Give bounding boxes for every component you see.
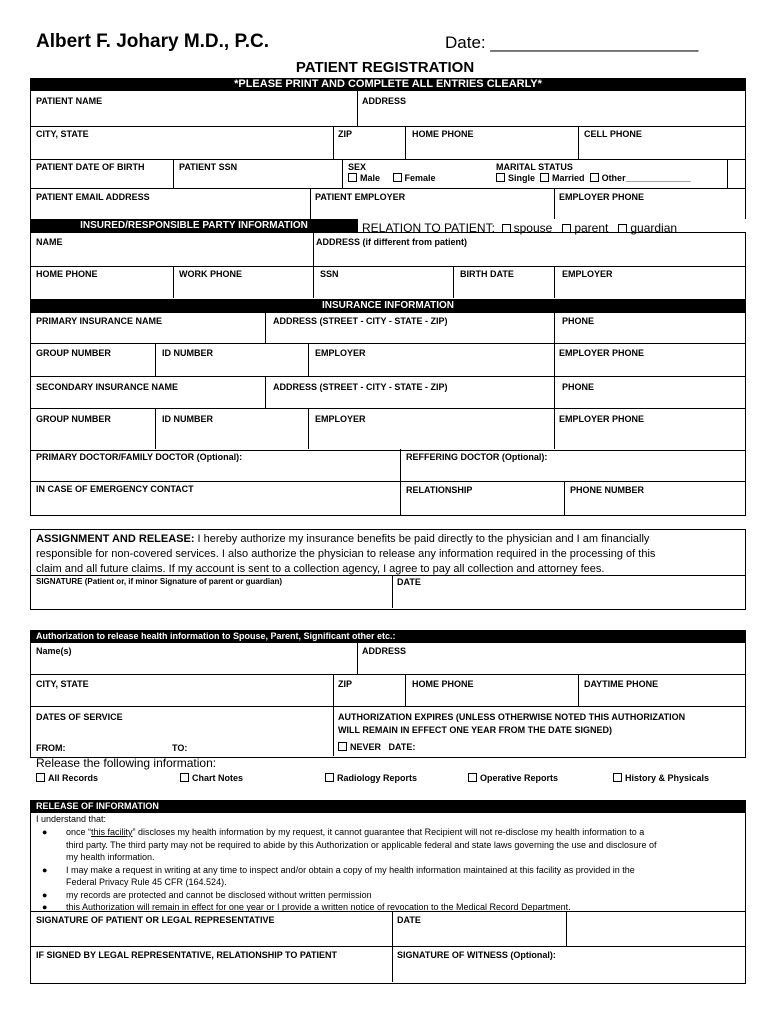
female-checkbox[interactable] [393,173,402,182]
relationship-label: RELATIONSHIP [406,485,473,495]
assignment-line2: responsible for non-covered services. I also authorize the physician to release any information required in the processing of this [36,548,656,560]
release-following-label: Release the following information: [36,756,217,770]
assignment-line1: ASSIGNMENT AND RELEASE: I hereby authorize my insurance benefits be paid directly to the physician and I am financially [36,533,650,545]
history-option[interactable]: History & Physicals [613,773,709,783]
never-row[interactable]: NEVER DATE: [338,742,415,752]
email-label: PATIENT EMAIL ADDRESS [36,192,150,202]
primary-insurance-label: PRIMARY INSURANCE NAME [36,316,163,326]
phone-number-label: PHONE NUMBER [570,485,645,495]
to-label: TO: [172,743,188,753]
all-records-option[interactable]: All Records [36,773,98,783]
bullet-4: ● this Authorization will remain in effect for one year or I provide a written notice of revocation to the Medical Record Department. [42,902,571,912]
emergency-label: IN CASE OF EMERGENCY CONTACT [36,484,194,494]
auth-city-state-label: CITY, STATE [36,679,89,689]
other-checkbox[interactable] [590,173,599,182]
from-label: FROM: [36,743,66,753]
cell-phone-label: CELL PHONE [584,129,642,139]
primary-doctor-label: PRIMARY DOCTOR/FAMILY DOCTOR (Optional): [36,452,243,462]
insured-bar: INSURED/RESPONSIBLE PARTY INFORMATION [30,219,358,232]
primary-address-label: ADDRESS (STREET - CITY - STATE - ZIP) [273,316,448,326]
insured-ssn-label: SSN [320,269,339,279]
single-checkbox[interactable] [496,173,505,182]
radiology-option[interactable]: Radiology Reports [325,773,417,783]
insurance-bar: INSURANCE INFORMATION [30,299,746,312]
employer-phone-label: EMPLOYER PHONE [559,192,645,202]
birth-date-label: BIRTH DATE [460,269,514,279]
operative-checkbox[interactable] [468,773,477,782]
auth-address-label: ADDRESS [362,646,407,656]
ssn-label: PATIENT SSN [179,162,238,172]
male-checkbox[interactable] [348,173,357,182]
married-checkbox[interactable] [540,173,549,182]
insured-address-label: ADDRESS (if different from patient) [316,237,468,247]
marital-label: MARITAL STATUS [496,162,573,172]
group2-label: GROUP NUMBER [36,414,111,424]
dob-label: PATIENT DATE OF BIRTH [36,162,145,172]
sex-options[interactable]: Male Female [348,173,436,183]
bullet-1: ● once “this facility” discloses my health information by my request, it cannot guarantee that Recipient will not re-disclose my health information to a third party. The third party may not be required to abide by this Authorization or applicable federal and state laws governing the use and disclosure of my health information. [42,827,657,862]
id2-label: ID NUMBER [162,414,213,424]
authorization-bar: Authorization to release health information to Spouse, Parent, Significant other etc.: [30,630,746,642]
secondary-phone-label: PHONE [562,382,595,392]
work-phone-label: WORK PHONE [179,269,242,279]
expires-line2: WILL REMAIN IN EFFECT ONE YEAR FROM THE DATE SIGNED) [338,725,613,735]
primary-phone-label: PHONE [562,316,595,326]
practice-name: Albert F. Johary M.D., P.C. [36,31,269,52]
authorization-section [30,642,746,758]
radiology-checkbox[interactable] [325,773,334,782]
history-checkbox[interactable] [613,773,622,782]
chart-notes-checkbox[interactable] [180,773,189,782]
banner: *PLEASE PRINT AND COMPLETE ALL ENTRIES CLEARLY* [30,78,746,91]
expires-line1: AUTHORIZATION EXPIRES (UNLESS OTHERWISE NOTED THIS AUTHORIZATION [338,712,686,722]
home-phone-label: HOME PHONE [412,129,474,139]
secondary-insurance-label: SECONDARY INSURANCE NAME [36,382,179,392]
secondary-address-label: ADDRESS (STREET - CITY - STATE - ZIP) [273,382,448,392]
employer2-label: EMPLOYER [315,414,366,424]
zip-label: ZIP [338,129,353,139]
insured-home-phone-label: HOME PHONE [36,269,98,279]
emp-phone1-label: EMPLOYER PHONE [559,348,645,358]
understand-label: I understand that: [36,814,107,824]
daytime-phone-label: DAYTIME PHONE [584,679,659,689]
operative-option[interactable]: Operative Reports [468,773,558,783]
dates-of-service-label: DATES OF SERVICE [36,712,123,722]
form-title: PATIENT REGISTRATION [295,59,475,76]
release-bullets [40,826,740,914]
relation-row[interactable]: RELATION TO PATIENT: spouse parent guardian [362,221,678,235]
legal-rep-label: IF SIGNED BY LEGAL REPRESENTATIVE, RELATIONSHIP TO PATIENT [36,950,338,960]
chart-notes-option[interactable]: Chart Notes [180,773,243,783]
witness-label: SIGNATURE OF WITNESS (Optional): [397,950,556,960]
assignment-date-label: DATE [397,577,421,587]
group1-label: GROUP NUMBER [36,348,111,358]
patient-signature-label: SIGNATURE OF PATIENT OR LEGAL REPRESENTATIVE [36,915,275,925]
bullet-2: ● I may make a request in writing at any time to inspect and/or obtain a copy of my health information maintained at this facility as provided in the Federal Privacy Rule 45 CFR (164.524). [42,864,635,887]
assignment-signature-label: SIGNATURE (Patient or, if minor Signature of parent or guardian) [36,577,283,586]
insured-employer-label: EMPLOYER [562,269,613,279]
city-state-label: CITY, STATE [36,129,89,139]
employer1-label: EMPLOYER [315,348,366,358]
assignment-line3: claim and all future claims. If my account is sent to a collection agency, I agree to pay all collection and attorney fees. [36,563,605,575]
release-date-label: DATE [397,915,421,925]
date-label: Date: ______________________ [445,33,699,52]
marital-options[interactable]: Single Married Other_____________ [496,173,691,183]
patient-employer-label: PATIENT EMPLOYER [315,192,406,202]
referring-doctor-label: REFFERING DOCTOR (Optional): [406,452,548,462]
insured-name-label: NAME [36,237,63,247]
never-checkbox[interactable] [338,742,347,751]
patient-address-label: ADDRESS [362,96,407,106]
auth-zip-label: ZIP [338,679,353,689]
auth-home-phone-label: HOME PHONE [412,679,474,689]
id1-label: ID NUMBER [162,348,213,358]
bullet-3: ● my records are protected and cannot be disclosed without written permission [42,889,372,900]
names-label: Name(s) [36,646,72,656]
release-bar: RELEASE OF INFORMATION [30,800,746,812]
all-records-checkbox[interactable] [36,773,45,782]
sex-label: SEX [348,162,367,172]
emp-phone2-label: EMPLOYER PHONE [559,414,645,424]
patient-name-label: PATIENT NAME [36,96,103,106]
